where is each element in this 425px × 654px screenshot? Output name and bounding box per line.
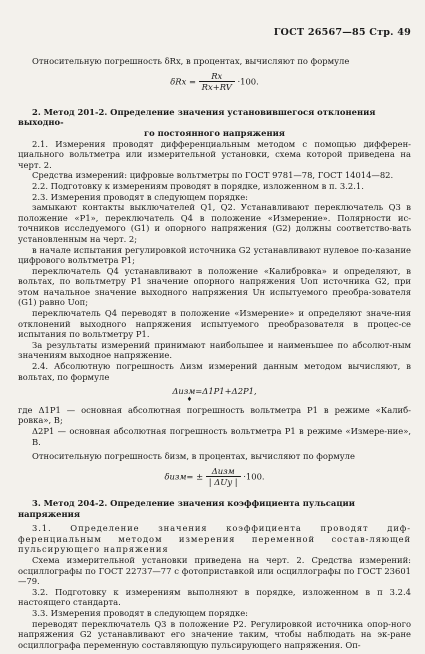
para-3-1: 3.1. Определение значения коэффициента проводят диф-ференциальным методом измерения переменной состав-ляющей пульсирующего напряжения [18, 523, 411, 555]
formula3-fraction [206, 466, 241, 488]
where-delta-2: Δ2P1 — основная абсолютная погрешность вольтметра P1 в режиме «Измере-ние», B. [32, 426, 411, 447]
para-2-2: 2.2. Подготовку к измерениям проводят в порядке, изложенном в п. 3.2.1. [32, 180, 364, 191]
formula-relative-error-2 [18, 466, 411, 488]
para-3-3: 3.3. Измерения проводят в следующем порядке: [32, 607, 248, 618]
formula1-rhs: ·100. [237, 76, 259, 87]
formula-relative-error [18, 71, 411, 93]
formula1-denominator: Rx+RV [201, 82, 232, 93]
formula2-mark: ♦ [186, 395, 193, 403]
para-3-1-tools: Схема измерительной установки приведена на черт. 2. Средства измерений: осциллографы по ГОСТ 22737—77 с фотоприставкой или осциллографы по ГОСТ 23601—79. [18, 554, 411, 587]
section-3-title: 3. Метод 204-2. Определение значения коэффициента пульсации напряжения [18, 497, 355, 519]
para-3-2: 3.2. Подготовку к измерениям выполняют в порядке, изложенном в п 3.2.4 настоящего стандарта. [18, 586, 411, 608]
para-2-3-results: За результаты измерений принимают наибольшее и наименьшее по абсолют-ным значениям выходное напряжение. [18, 339, 411, 361]
section-2-title-line1: 2. Метод 201-2. Определение значения установившегося отклонения выходно- [18, 106, 376, 128]
formula3-numerator: Δизм [206, 466, 241, 478]
page-body [18, 56, 411, 650]
formula1-lhs: δRx = [170, 76, 196, 87]
formula-absolute-error [18, 386, 411, 403]
formula3-lhs: δизм= ± [164, 471, 204, 482]
relative-error-intro-2: Относительную погрешность δизм, в процентах, вычисляют по формуле [32, 451, 355, 462]
relative-error-intro: Относительную погрешность δRx, в процентах, вычисляют по формуле [32, 56, 350, 66]
para-2-1: 2.1. Измерения проводят дифференциальным методом с помощью дифферен-циального вольтметра или измерительной установки, схема которой приведена на черт. 2. [18, 138, 411, 170]
para-2-1-tools: Средства измерений: цифровые вольтметры по ГОСТ 9781—78, ГОСТ 14014—82. [32, 170, 394, 181]
formula3-rhs: ·100. [243, 471, 265, 482]
formula2-text: Δизм=Δ1P1+Δ2P1, [172, 386, 257, 397]
where-delta-1: где Δ1P1 — основная абсолютная погрешность вольтметра P1 в режиме «Калиб-ровка», B; [18, 404, 411, 426]
para-2-3-step-c: переключатель Q4 устанавливают в положение «Калибровка» и определяют, в вольтах, по вольтметру P1 значение опорного напряжения Uоп источника G2, при этом начальное значение выходного напряжения Uн испытуемого преобра-зователя (G1) равно Uоп; [18, 265, 411, 308]
section-2-title-line2: го постоянного напряжения [144, 127, 285, 138]
formula3-denominator: | ΔUy | [208, 477, 238, 488]
para-2-3-step-a: замыкают контакты выключателей Q1, Q2. Устанавливают переключатель Q3 в положение «P1», переключатель Q4 в положение «Измерение». Полярности ис-точников исследуемого (G1) и опорного напряжения (G2) должны соответство-вать установленным на черт. 2; [18, 202, 411, 244]
para-2-4: 2.4. Абсолютную погрешность Δизм измерений данным методом вычисляют, в вольтах, по формуле [18, 361, 411, 382]
formula1-numerator: Rx [199, 71, 235, 83]
para-2-3-step-b: в начале испытания регулировкой источника G2 устанавливают нулевое по-казание цифрового вольтметра P1; [18, 244, 411, 266]
para-3-3-step-a: переводят переключатель Q3 в положение P2. Регулировкой источника опор-ного напряжения G2 устанавливают его значение таким, чтобы наблюдать на эк-ране осциллографа переменную составляющую пульсирующего напряжения. Оп- [18, 618, 411, 650]
page-header: ГОСТ 26567—85 Стр. 49 [273, 27, 411, 38]
formula1-fraction [199, 71, 235, 93]
para-2-3-step-d: переключатель Q4 переводят в положение «Измерение» и определяют значе-ния отклонений выходного напряжения испытуемого преобразователя в процес-се испытания по вольтметру P1. [18, 308, 411, 340]
para-2-3: 2.3. Измерения проводят в следующем порядке: [32, 191, 248, 202]
